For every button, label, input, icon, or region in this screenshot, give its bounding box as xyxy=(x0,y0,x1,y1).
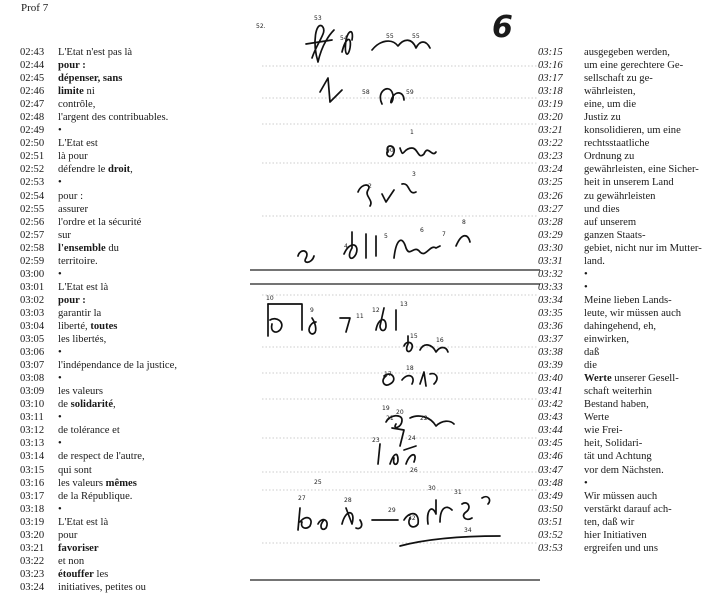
timestamp: 03:00 xyxy=(20,268,45,280)
timestamp: 03:31 xyxy=(538,255,563,267)
handwriting-respect-lib xyxy=(378,416,454,465)
timestamp: 03:14 xyxy=(20,451,45,463)
transcript-text: Justiz zu xyxy=(584,112,621,124)
transcript-text: de respect de l'autre, xyxy=(58,451,145,463)
note-label: 28 xyxy=(344,497,352,504)
timestamp: 03:03 xyxy=(20,307,45,319)
transcript-text: L'Etat n'est pas là xyxy=(58,47,133,58)
transcript-text: pour : xyxy=(58,294,86,306)
transcript-text: daß xyxy=(584,347,600,359)
timestamp: 03:09 xyxy=(20,386,45,398)
transcript-text: verstärkt darauf ach- xyxy=(584,503,672,515)
timestamp: 03:43 xyxy=(538,412,563,424)
timestamp: 02:47 xyxy=(20,99,45,111)
timestamp: 03:38 xyxy=(538,347,563,359)
timestamp: 02:55 xyxy=(20,203,45,215)
timestamp: 03:23 xyxy=(538,151,563,163)
transcript-text: étouffer les xyxy=(58,568,109,580)
timestamp: 03:51 xyxy=(538,516,563,528)
transcript-text: territoire. xyxy=(58,255,98,267)
transcript-text: Meine lieben Lands- xyxy=(584,294,672,306)
timestamp: 03:47 xyxy=(538,464,563,476)
timestamp: 03:36 xyxy=(538,320,563,332)
timestamp: 02:45 xyxy=(20,73,45,85)
note-reference-numbers xyxy=(256,15,472,534)
page-number: 6 xyxy=(492,10,513,45)
transcript-text: vor dem Nächsten. xyxy=(584,464,664,476)
handwriting-bottom xyxy=(298,497,500,546)
transcript-text: ergreifen und uns xyxy=(584,542,658,554)
timestamp: 03:17 xyxy=(538,73,563,85)
timestamp: 03:04 xyxy=(20,320,45,332)
transcript-text: gewährleisten, eine Sicher- xyxy=(584,164,699,176)
note-label: 59 xyxy=(406,89,414,96)
transcript-text: les valeurs mêmes xyxy=(58,477,137,489)
transcript-text: Bestand haben, xyxy=(584,399,649,411)
timestamp: 03:32 xyxy=(538,268,563,280)
note-label: 54 xyxy=(340,35,348,42)
timestamp: 02:53 xyxy=(20,177,45,189)
transcript-text: land. xyxy=(584,255,605,267)
timestamp: 03:48 xyxy=(538,477,563,489)
timestamp: 03:21 xyxy=(20,542,45,554)
transcript-text: einwirken, xyxy=(584,334,630,346)
transcript-text: qui sont xyxy=(58,464,92,476)
note-label: 11 xyxy=(356,313,364,320)
note-label: 17 xyxy=(384,371,392,378)
timestamp: 03:28 xyxy=(538,216,563,228)
transcript-text: L'Etat est là xyxy=(58,281,109,293)
transcript-text: contrôle, xyxy=(58,99,96,111)
timestamp: 03:33 xyxy=(538,281,563,293)
transcript-text: um eine gerechtere Ge- xyxy=(584,60,684,72)
transcript-text: • xyxy=(58,347,62,359)
note-label: 1 xyxy=(410,129,414,136)
timestamp: 03:19 xyxy=(20,516,45,528)
transcript-text: dahingehend, eh, xyxy=(584,320,657,332)
transcript-text: de tolérance et xyxy=(58,425,120,437)
note-label: 55 xyxy=(412,33,420,40)
note-label: 58 xyxy=(362,89,370,96)
timestamp: 03:08 xyxy=(20,373,45,385)
timestamp: 02:46 xyxy=(20,86,45,98)
note-label: 32 xyxy=(408,515,416,522)
transcript-text: rechtsstaatliche xyxy=(584,138,650,150)
note-label: 52. xyxy=(256,23,266,30)
timestamp: 03:37 xyxy=(538,334,563,346)
note-label: 27 xyxy=(298,495,306,502)
transcript-text: • xyxy=(58,503,62,515)
transcript-text: liberté, toutes xyxy=(58,320,118,332)
transcript-text: pour xyxy=(58,529,78,541)
transcript-text: konsolidieren, um eine xyxy=(584,125,681,137)
note-label: 31 xyxy=(454,489,462,496)
transcript-text: et non xyxy=(58,555,85,567)
note-label: 15 xyxy=(410,333,418,340)
transcript-text: L'Etat est xyxy=(58,138,98,150)
note-label: 12 xyxy=(372,307,380,314)
timestamp: 02:43 xyxy=(20,47,45,58)
timestamp: 03:20 xyxy=(538,112,563,124)
transcript-text: l'argent des contribuables. xyxy=(58,112,169,124)
timestamp: 03:27 xyxy=(538,203,563,215)
transcript-text: L'Etat est là xyxy=(58,516,109,528)
transcript-text: pour : xyxy=(58,190,84,202)
transcript-text: ganzen Staats- xyxy=(584,229,646,241)
note-label: 10 xyxy=(266,295,274,302)
note-label: 4 xyxy=(344,243,348,250)
note-label: 6 xyxy=(420,227,424,234)
transcript-text: de la République. xyxy=(58,490,133,502)
transcript-text: défendre le droit, xyxy=(58,164,133,176)
transcript-text: sur xyxy=(58,229,71,241)
transcript-text: ten, daß wir xyxy=(584,516,635,528)
transcript-text: les valeurs xyxy=(58,386,104,398)
transcript-text: Werte xyxy=(584,412,610,424)
transcript-text: là pour xyxy=(58,151,88,163)
note-label: 5 xyxy=(384,233,388,240)
timestamp: 03:39 xyxy=(538,360,563,372)
transcript-text: • xyxy=(58,177,62,189)
timestamp: 03:05 xyxy=(20,334,45,346)
transcript-text: les libertés, xyxy=(58,334,107,346)
timestamp: 02:44 xyxy=(20,60,45,72)
note-label: 26 xyxy=(410,467,418,474)
timestamp: 03:35 xyxy=(538,307,563,319)
transcript-text: die xyxy=(584,360,597,372)
transcript-text: • xyxy=(58,268,62,280)
note-label: 30 xyxy=(428,485,436,492)
transcript-text: heit, Solidari- xyxy=(584,438,643,450)
timestamp: 03:13 xyxy=(20,438,45,450)
note-label: 21 xyxy=(386,415,394,422)
transcript-text: ausgegeben werden, xyxy=(584,47,670,58)
timestamp: 02:51 xyxy=(20,151,45,163)
note-label: 23 xyxy=(372,437,380,444)
note-label: 18 xyxy=(406,365,414,372)
timestamp: 02:58 xyxy=(20,242,45,254)
timestamp: 03:17 xyxy=(20,490,45,502)
transcript-text: heit in unserem Land xyxy=(584,177,674,189)
note-label: 55 xyxy=(386,33,394,40)
timestamp: 03:30 xyxy=(538,242,563,254)
note-label: 24 xyxy=(408,435,416,442)
timestamp: 03:23 xyxy=(20,568,45,580)
timestamp: 03:46 xyxy=(538,451,563,463)
note-label: 22 xyxy=(420,415,428,422)
transcript-text: hier Initiativen xyxy=(584,529,647,541)
transcript-text: l'ordre et la sécurité xyxy=(58,216,142,228)
timestamp: 03:15 xyxy=(20,464,45,476)
timestamp: 02:50 xyxy=(20,138,45,150)
note-label: 7 xyxy=(442,231,446,238)
timestamp: 02:49 xyxy=(20,125,45,137)
transcript-text: l'indépendance de la justice, xyxy=(58,360,177,372)
timestamp: 03:16 xyxy=(20,477,45,489)
timestamp: 03:52 xyxy=(538,529,563,541)
transcript-text: • xyxy=(58,125,62,137)
note-label: 3 xyxy=(412,171,416,178)
timestamp: 02:52 xyxy=(20,164,45,176)
document-title: Prof 7 xyxy=(21,2,49,14)
transcript-text: • xyxy=(58,412,62,424)
timestamp: 02:57 xyxy=(20,229,45,241)
transcript-text: tät und Achtung xyxy=(584,451,652,463)
transcript-text: • xyxy=(58,373,62,385)
transcript-text: Werte unserer Gesell- xyxy=(584,373,679,385)
transcript-text: l'ensemble du xyxy=(58,242,119,254)
note-label: 16 xyxy=(436,337,444,344)
timestamp: 03:18 xyxy=(20,503,45,515)
transcript-text: sellschaft zu ge- xyxy=(584,73,653,85)
timestamp: 03:12 xyxy=(20,425,45,437)
transcript-text: de solidarité, xyxy=(58,399,116,411)
timestamp: 03:26 xyxy=(538,190,563,202)
note-label: 8 xyxy=(462,219,466,226)
transcript-text: • xyxy=(584,268,588,280)
timestamp: 03:07 xyxy=(20,360,45,372)
timestamp: 02:54 xyxy=(20,190,45,202)
timestamp: 03:16 xyxy=(538,60,563,72)
note-label: 9 xyxy=(310,307,314,314)
transcript-text: schaft weiterhin xyxy=(584,386,652,398)
timestamp: 03:41 xyxy=(538,386,563,398)
transcript-text: wie Frei- xyxy=(584,425,623,437)
transcript-text: • xyxy=(584,281,588,293)
transcript-text: währleisten, xyxy=(584,86,636,98)
timestamp: 03:10 xyxy=(20,399,45,411)
note-label: 00 xyxy=(386,147,394,154)
timestamp: 03:24 xyxy=(538,164,563,176)
timestamp: 03:42 xyxy=(538,399,563,411)
note-label: 2 xyxy=(368,183,372,190)
timestamp: 03:53 xyxy=(538,542,563,554)
transcript-text: dépenser, sans xyxy=(58,73,123,85)
timestamp: 03:25 xyxy=(538,177,563,189)
transcript-text: • xyxy=(584,477,588,489)
note-label: 34 xyxy=(464,527,472,534)
transcript-text: favoriser xyxy=(58,542,99,554)
transcript-text: Wir müssen auch xyxy=(584,490,658,502)
transcript-text: leute, wir müssen auch xyxy=(584,307,682,319)
timestamp: 03:18 xyxy=(538,86,563,98)
timestamp: 03:06 xyxy=(20,347,45,359)
timestamp: 03:02 xyxy=(20,294,45,306)
timestamp: 03:15 xyxy=(538,47,563,58)
timestamp: 02:48 xyxy=(20,112,45,124)
handwriting-ordre-sec xyxy=(298,146,470,262)
note-label: 19 xyxy=(382,405,390,412)
timestamp: 03:44 xyxy=(538,425,563,437)
timestamp: 02:59 xyxy=(20,255,45,267)
transcript-text: • xyxy=(58,438,62,450)
timestamp: 03:49 xyxy=(538,490,563,502)
timestamp: 03:24 xyxy=(20,581,45,593)
transcript-text: garantir la xyxy=(58,307,102,319)
timestamp: 03:40 xyxy=(538,373,563,385)
timestamp: 03:20 xyxy=(20,529,45,541)
note-label: 13 xyxy=(400,301,408,308)
transcript-text: gebiet, nicht nur im Mutter- xyxy=(584,242,702,254)
timestamp: 03:22 xyxy=(538,138,563,150)
transcript-text: eine, um die xyxy=(584,99,637,111)
timestamp: 03:19 xyxy=(538,99,563,111)
note-label: 25 xyxy=(314,479,322,486)
timestamp: 03:01 xyxy=(20,281,45,293)
transcript-text: pour : xyxy=(58,60,86,72)
timestamp: 03:45 xyxy=(538,438,563,450)
timestamp: 03:11 xyxy=(20,412,44,424)
timestamp: 03:21 xyxy=(538,125,563,137)
timestamp: 03:22 xyxy=(20,555,45,567)
note-label: 20 xyxy=(396,409,404,416)
note-label: 29 xyxy=(388,507,396,514)
transcript-text: und dies xyxy=(584,203,620,215)
note-label: 53 xyxy=(314,15,322,22)
timestamp: 02:56 xyxy=(20,216,45,228)
transcript-text: Ordnung zu xyxy=(584,151,635,163)
transcript-text: initiatives, petites ou xyxy=(58,581,146,593)
transcript-text: assurer xyxy=(58,203,89,215)
timestamp: 03:29 xyxy=(538,229,563,241)
timestamp: 03:34 xyxy=(538,294,563,306)
transcript-text: limite ni xyxy=(58,86,95,98)
transcript-text: auf unserem xyxy=(584,216,637,228)
timestamp: 03:50 xyxy=(538,503,563,515)
transcript-text: zu gewährleisten xyxy=(584,190,656,202)
